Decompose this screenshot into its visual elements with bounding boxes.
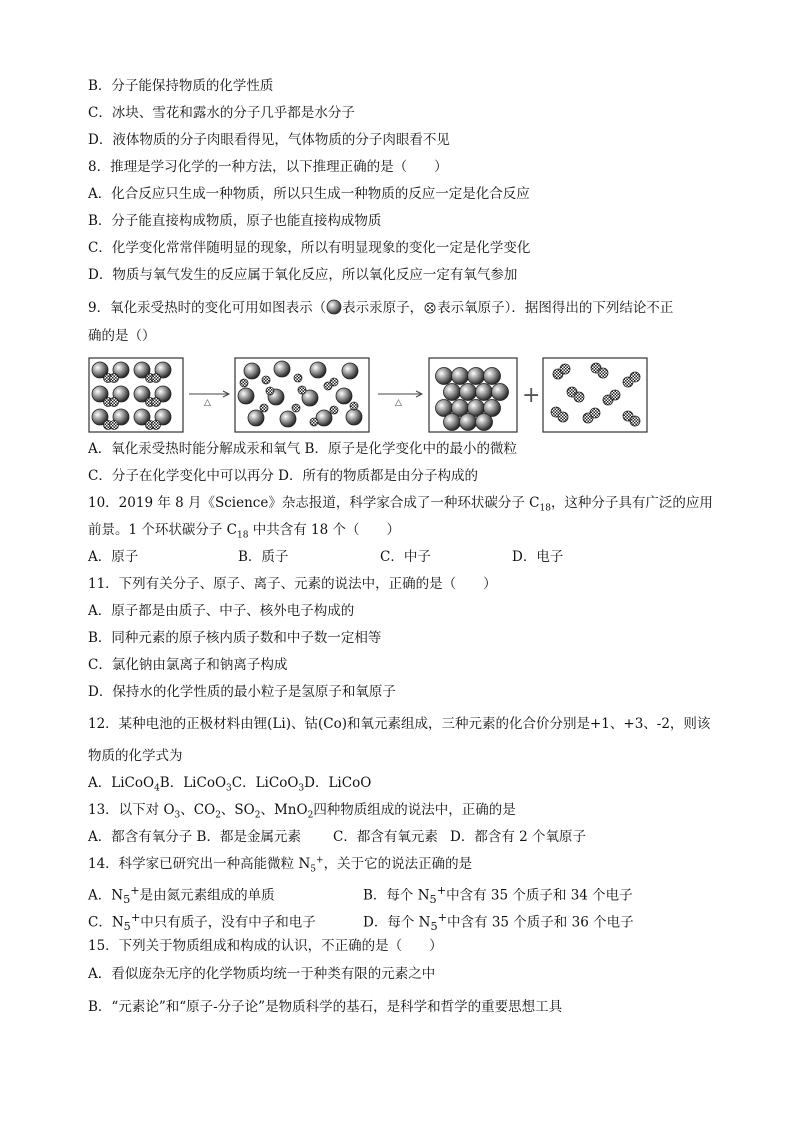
q11-option-b: B．同种元素的原子核内质子数和中子数一定相等: [88, 630, 382, 646]
q12-option-a: A．LiCoO: [88, 775, 155, 791]
oxygen-atom: [240, 379, 248, 387]
q13-stem: [88, 800, 516, 820]
q7-option-c: C．冰块、雪花和露水的分子几乎都是水分子: [88, 105, 355, 121]
q12-stem-line1: 12．某种电池的正极材料由锂(Li)、钴(Co)和氧元素组成，三种元素的化合价分别是+1、+3、-2，则该: [88, 716, 711, 732]
mercury-atom: [476, 414, 493, 431]
q14-stem-b: ，关于它的说法正确的是: [323, 856, 473, 872]
q14-option-a-rest: 是由氮元素组成的单质: [139, 887, 275, 904]
q15-option-b: B．“元素论”和“原子-分子论”是物质科学的基石，是科学和哲学的重要思想工具: [88, 999, 563, 1015]
q13-stem-d: 、MnO: [260, 802, 308, 818]
q8-option-b: B．分子能直接构成物质，原子也能直接构成物质: [88, 213, 382, 229]
heat-arrow-1: [189, 391, 229, 408]
q13-option-c: C．都含有氧元素: [333, 829, 438, 845]
q9-options-cd: C．分子在化学变化中可以再分 D．所有的物质都是由分子构成的: [88, 468, 478, 484]
q14-option-c-sub: 5: [123, 920, 131, 934]
q8-option-d: D．物质与氧气发生的反应属于氧化反应，所以氧化反应一定有氧气参加: [88, 267, 518, 283]
q14-option-b-text: B．每个 N: [363, 887, 430, 904]
q14-option-d-rest: 中含有 35 个质子和 36 个电子: [447, 914, 634, 931]
oxygen-atom: [630, 372, 640, 382]
plus-sign: +: [522, 383, 541, 408]
oxygen-atom: [110, 374, 119, 383]
reaction-diagram: [88, 356, 648, 436]
q12-options: [88, 773, 371, 793]
q13-sub-4: 2: [307, 810, 314, 821]
mercury-atom: [280, 411, 296, 427]
q14-option-d-sub: 5: [430, 920, 438, 934]
q13-stem-b: 、CO: [180, 802, 216, 818]
oxygen-atom: [330, 406, 338, 414]
q14-option-d-text: D．每个 N: [363, 914, 431, 931]
q14-option-b-sub: 5: [429, 893, 437, 907]
q13-sub-1: 3: [174, 810, 181, 821]
oxygen-atom: [266, 387, 274, 395]
oxygen-atom: [152, 421, 161, 430]
q14-option-c-sup: +: [130, 911, 141, 924]
mercury-atom: [460, 384, 477, 401]
q13-sub-3: 2: [254, 810, 261, 821]
q10-stem-1a: 10．2019 年 8 月《Science》杂志报道，科学家合成了一种环状碳分子 C: [88, 495, 540, 511]
q12-stem-line2: 物质的化学式为: [88, 748, 183, 764]
box-mercury-oxide-molecules: [89, 358, 183, 432]
q10-option-c: C．中子: [380, 549, 431, 565]
mercury-atom: [492, 384, 509, 401]
q10-subscript-1: 18: [539, 503, 551, 514]
q11-option-d: D．保持水的化学性质的最小粒子是氢原子和氧原子: [88, 684, 396, 700]
q10-stem-line1: [88, 493, 713, 513]
q9-stem-c: 表示氧原子）．据图得出的下列结论不正: [437, 300, 674, 316]
q13-stem-a: 13．以下对 O: [88, 802, 175, 818]
q9-stem-a: 9．氧化汞受热时的变化可用如图表示（: [88, 300, 327, 316]
heat-sign: △: [395, 398, 402, 408]
oxygen-atom: [350, 402, 358, 410]
q14-option-d: [363, 908, 634, 937]
q14-option-a-text: A．N: [88, 887, 124, 904]
oxygen-atom: [292, 404, 300, 412]
mercury-atom: [468, 368, 485, 385]
q14-option-b-sup: +: [436, 884, 447, 897]
oxygen-atom: [574, 392, 584, 402]
mercury-oxide-decomposition-figure: [88, 356, 648, 436]
oxygen-atom: [152, 374, 161, 383]
oxygen-atom: [630, 416, 640, 426]
q11-option-c: C．氯化钠由氯离子和钠离子构成: [88, 657, 288, 673]
oxygen-atom: [294, 374, 302, 382]
q10-option-b: B．质子: [238, 549, 289, 565]
mercury-atom: [346, 409, 362, 425]
q14-stem-sub: 5: [310, 864, 317, 875]
mercury-atom: [444, 414, 461, 431]
q14-option-b-rest: 中含有 35 个质子和 34 个电子: [446, 887, 633, 904]
mercury-atom: [316, 410, 332, 426]
oxygen-atom: [152, 398, 161, 407]
oxygen-atom: [260, 404, 268, 412]
heat-arrow-2: [378, 391, 422, 408]
q12-option-c: C．LiCoO: [231, 775, 299, 791]
q14-stem: [88, 854, 472, 874]
oxygen-atom-icon: [423, 301, 437, 315]
mercury-atom: [460, 414, 477, 431]
oxygen-atom: [560, 364, 570, 374]
q10-option-d: D．电子: [512, 549, 564, 565]
oxygen-atom: [110, 421, 119, 430]
q14-option-a-sub: 5: [123, 893, 131, 907]
q10-stem-2b: 中共含有 18 个（ ）: [248, 522, 401, 538]
q12-option-b-sub: 3: [226, 783, 232, 794]
mercury-atom: [336, 388, 352, 404]
box-mercury-metal: [429, 358, 517, 432]
q14-option-c-text: C．N: [88, 914, 124, 931]
oxygen-atom: [590, 408, 600, 418]
q15-stem: 15．下列关于物质组成和构成的认识，不正确的是（ ）: [88, 938, 443, 954]
q10-stem-1b: ，这种分子具有广泛的应用: [550, 495, 713, 511]
q14-stem-sup: +: [316, 855, 324, 866]
q10-stem-line2: [88, 520, 400, 540]
q8-option-c: C．化学变化常常伴随明显的现象，所以有明显现象的变化一定是化学变化: [88, 240, 531, 256]
q10-option-a: A．原子: [88, 549, 139, 565]
mercury-atom: [452, 368, 469, 385]
q14-option-a: [88, 881, 275, 910]
oxygen-atom: [298, 386, 306, 394]
q10-stem-2a: 前景。1 个环状碳分子 C: [88, 522, 238, 538]
q14-option-a-sup: +: [130, 884, 140, 897]
q13-sub-2: 2: [215, 810, 221, 821]
mercury-atom: [244, 363, 260, 379]
oxygen-atom: [262, 376, 270, 384]
q9-options-ab: A．氧化汞受热时能分解成汞和氧气 B．原子是化学变化中的最小的微粒: [88, 441, 517, 457]
q9-stem-b: 表示汞原子，: [342, 300, 424, 316]
mercury-atom: [444, 384, 461, 401]
q14-option-d-sup: +: [437, 911, 448, 924]
mercury-atom: [248, 410, 264, 426]
mercury-atom: [476, 384, 493, 401]
heat-sign: △: [204, 398, 211, 408]
oxygen-atom: [558, 412, 568, 422]
oxygen-atom: [310, 418, 318, 426]
q13-option-ab: A．都含有氧分子 B．都是金属元素: [88, 829, 301, 845]
oxygen-atom: [598, 368, 608, 378]
q11-stem: 11．下列有关分子、原子、离子、元素的说法中，正确的是（ ）: [88, 576, 497, 592]
oxygen-atom: [610, 390, 620, 400]
mercury-atom: [238, 388, 254, 404]
mercury-atom: [310, 362, 326, 378]
q10-subscript-2: 18: [237, 530, 249, 541]
oxygen-atom: [110, 398, 119, 407]
q7-option-b: B．分子能保持物质的化学性质: [88, 78, 274, 94]
box-separated-atoms: [235, 358, 369, 432]
q8-option-a: A．化合反应只生成一种物质，所以只生成一种物质的反应一定是化合反应: [88, 186, 530, 202]
q12-option-d: D．LiCoO: [304, 775, 372, 791]
q12-option-b: B．LiCoO: [159, 775, 227, 791]
q14-stem-a: 14．科学家已研究出一种高能微粒 N: [88, 856, 311, 872]
q7-option-d: D．液体物质的分子肉眼看得见，气体物质的分子肉眼看不见: [88, 132, 450, 148]
q9-stem: [88, 298, 673, 318]
q8-stem: 8．推理是学习化学的一种方法，以下推理正确的是（ ）: [88, 159, 448, 175]
q12-option-a-sub: 4: [154, 783, 160, 794]
q14-option-c-rest: 中只有质子，没有中子和电子: [140, 914, 316, 931]
q11-option-a: A．原子都是由质子、中子、核外电子构成的: [88, 603, 355, 619]
box-oxygen-molecules: [543, 358, 647, 432]
mercury-atom: [436, 368, 453, 385]
q13-stem-c: 、SO: [220, 802, 255, 818]
q15-option-a: A．看似庞杂无序的化学物质均统一于种类有限的元素之中: [88, 966, 436, 982]
q14-option-c: [88, 908, 316, 937]
mercury-atom-icon: [326, 299, 342, 315]
q13-option-d: D．都含有 2 个氧原子: [450, 829, 586, 845]
q9-stem-line2: 确的是（）: [88, 328, 156, 344]
q12-option-c-sub: 3: [298, 783, 305, 794]
mercury-atom: [484, 368, 501, 385]
q14-option-b: [363, 881, 633, 910]
mercury-atom: [274, 361, 290, 377]
q13-stem-e: 四种物质组成的说法中，正确的是: [313, 802, 516, 818]
oxygen-atom: [324, 382, 332, 390]
mercury-atom: [342, 363, 358, 379]
